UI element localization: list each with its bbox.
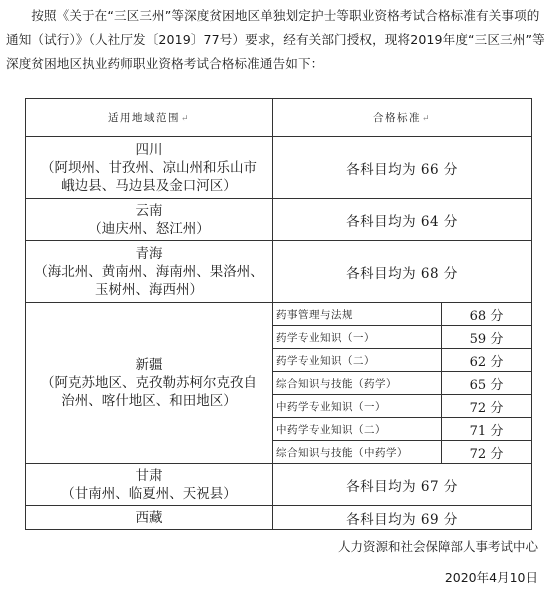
issuing-organization: 人力资源和社会保障部人事考试中心 <box>337 539 538 554</box>
table-row <box>26 137 532 199</box>
header-region: 适用地域范围↵ <box>26 99 273 137</box>
region-yunnan: 云南 （迪庆州、怒江州） <box>26 199 273 241</box>
table-row <box>26 506 532 530</box>
intro-line: 有关事项的通知（试行）》（人社厅发〔2019〕77号）要求，经有关部门授权，现将 <box>6 8 540 47</box>
standard-qinghai: 各科目均为 68 分 <box>273 241 532 303</box>
issue-date: 2020年4月10日 <box>444 570 538 585</box>
subject-name: 药学专业知识（一） <box>273 326 442 349</box>
table-row <box>26 199 532 241</box>
subject-name: 药事管理与法规 <box>273 303 442 326</box>
subject-score: 59 分 <box>442 326 532 349</box>
subject-score: 68 分 <box>442 303 532 326</box>
intro-line: 按照《关于在“三区三州”等深度贫困地区单独划定护士等职业资格考试合格标准 <box>31 8 477 23</box>
subject-name: 药学专业知识（二） <box>273 349 442 372</box>
standard-sichuan: 各科目均为 66 分 <box>273 137 532 199</box>
region-xinjiang: 新疆 （阿克苏地区、克孜勒苏柯尔克孜自 治州、喀什地区、和田地区） <box>26 303 273 464</box>
subject-score: 62 分 <box>442 349 532 372</box>
region-tibet: 西藏 <box>26 506 273 530</box>
subject-name: 综合知识与技能（中药学） <box>273 441 442 464</box>
subject-score: 71 分 <box>442 418 532 441</box>
intro-line: 2019年度“三区三州”等深度贫困地区执业药师职业资格考试合格标准通告如下： <box>6 32 545 71</box>
subject-name: 中药学专业知识（一） <box>273 395 442 418</box>
region-qinghai: 青海 （海北州、黄南州、海南州、果洛州、 玉树州、海西州） <box>26 241 273 303</box>
region-gansu: 甘肃 （甘南州、临夏州、天祝县） <box>26 464 273 506</box>
passing-standard-table <box>25 98 532 530</box>
standard-gansu: 各科目均为 67 分 <box>273 464 532 506</box>
subject-score: 72 分 <box>442 395 532 418</box>
table-row <box>26 464 532 506</box>
subject-score: 72 分 <box>442 441 532 464</box>
header-standard: 合格标准↵ <box>273 99 532 137</box>
standard-yunnan: 各科目均为 64 分 <box>273 199 532 241</box>
standard-tibet: 各科目均为 69 分 <box>273 506 532 530</box>
table-row <box>26 241 532 303</box>
subject-score: 65 分 <box>442 372 532 395</box>
subject-name: 中药学专业知识（二） <box>273 418 442 441</box>
subject-name: 综合知识与技能（药学） <box>273 372 442 395</box>
table-header-row <box>26 99 532 137</box>
table-row <box>26 303 532 326</box>
intro-paragraph <box>6 4 546 76</box>
region-sichuan: 四川 （阿坝州、甘孜州、凉山州和乐山市 峨边县、马边县及金口河区） <box>26 137 273 199</box>
